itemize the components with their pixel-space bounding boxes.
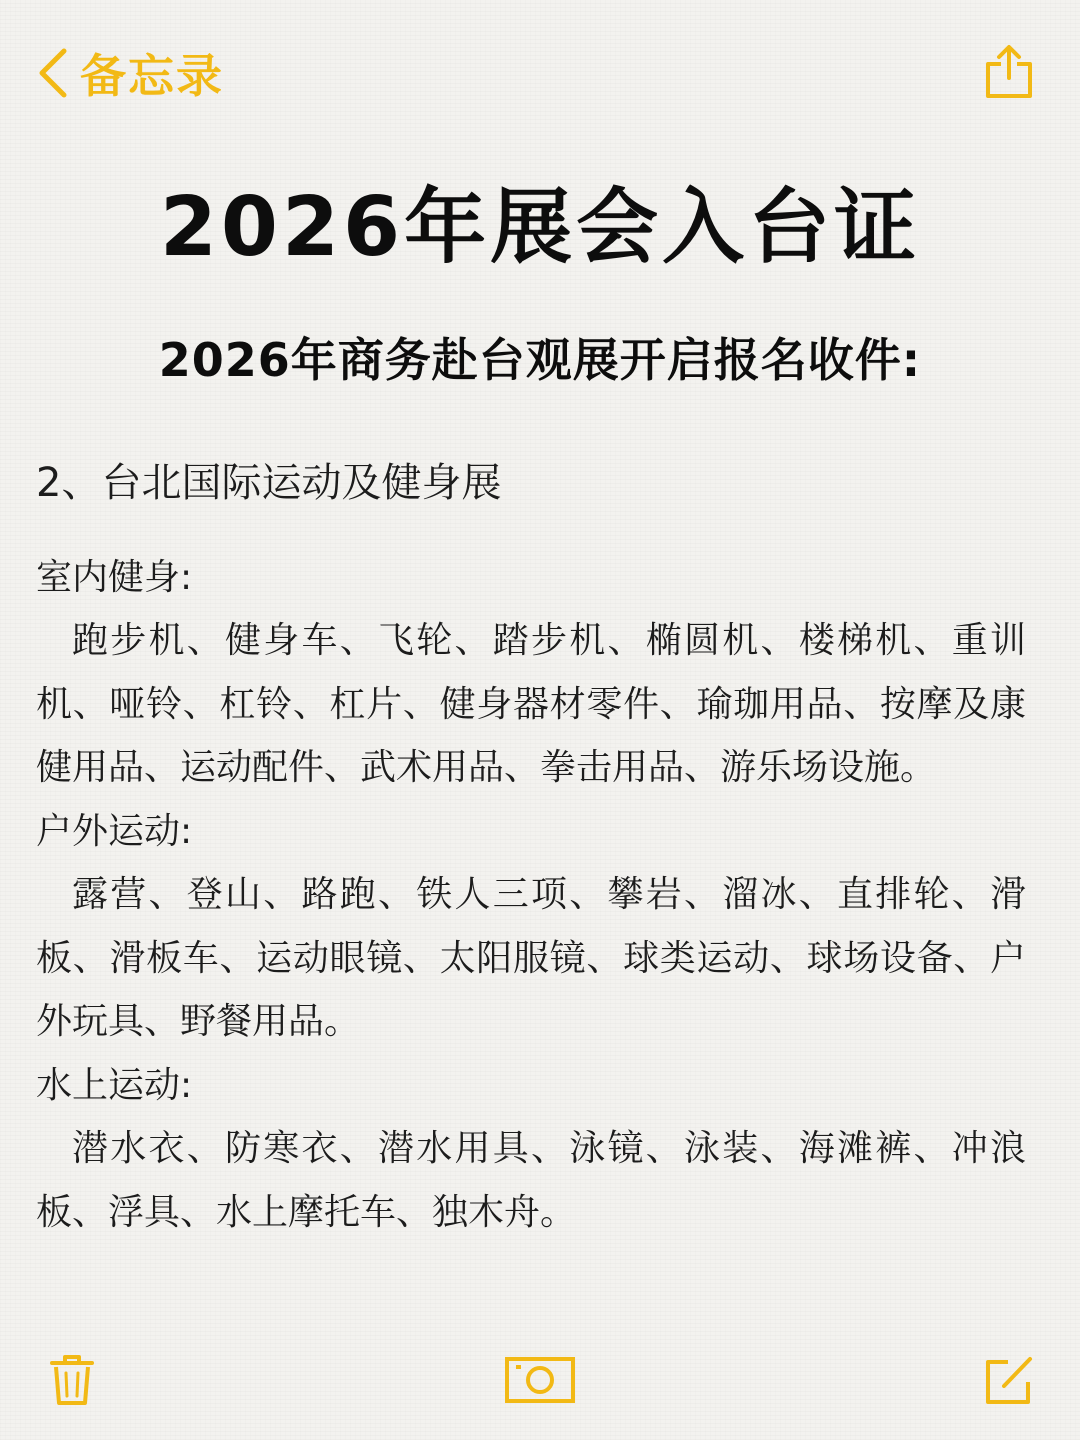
compose-button[interactable]	[984, 1354, 1034, 1410]
category-items-water: 潜水衣、防寒衣、潜水用具、泳镜、泳装、海滩裤、冲浪板、浮具、水上摩托车、独木舟。	[36, 1128, 1026, 1233]
section-title: 2、台北国际运动及健身展	[36, 460, 502, 506]
navigation-bar	[0, 0, 1080, 140]
camera-icon	[504, 1354, 576, 1404]
category-items-indoor: 跑步机、健身车、飞轮、踏步机、椭圆机、楼梯机、重训机、哑铃、杠铃、杠片、健身器材零件、瑜珈用品、按摩及康健用品、运动配件、武术用品、拳击用品、游乐场设施。	[36, 620, 1026, 788]
trash-icon	[50, 1354, 94, 1406]
category-label-water: 水上运动:	[36, 1064, 193, 1106]
camera-button[interactable]	[504, 1354, 576, 1408]
share-button[interactable]	[984, 44, 1034, 100]
note-title: 2026年展会入台证	[159, 180, 921, 275]
chevron-left-icon	[36, 47, 70, 99]
back-button[interactable]	[36, 38, 224, 108]
bottom-toolbar	[0, 1346, 1080, 1416]
delete-button[interactable]	[50, 1354, 94, 1410]
compose-icon	[984, 1354, 1034, 1406]
category-label-indoor: 室内健身:	[36, 556, 193, 598]
category-items-outdoor: 露营、登山、路跑、铁人三项、攀岩、溜冰、直排轮、滑板、滑板车、运动眼镜、太阳服镜、球类运动、球场设备、户外玩具、野餐用品。	[36, 874, 1026, 1042]
back-label: 备忘录	[80, 49, 224, 103]
note-subtitle: 2026年商务赴台观展开启报名收件:	[158, 333, 922, 387]
note-body[interactable]	[36, 452, 1026, 1244]
category-label-outdoor: 户外运动:	[36, 810, 193, 852]
share-icon	[984, 44, 1034, 100]
